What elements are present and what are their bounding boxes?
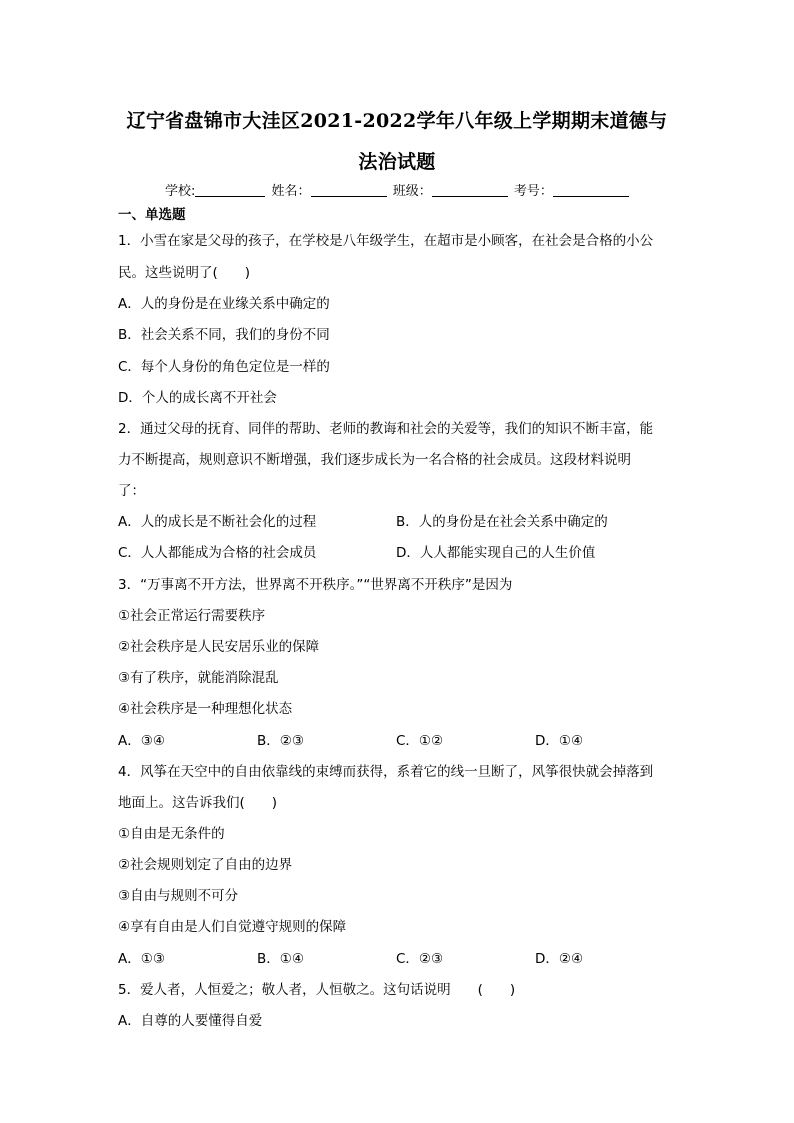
q4-statement-2: ②社会规则划定了自由的边界: [118, 857, 293, 873]
q2-stem-line2: 力不断提高，规则意识不断增强，我们逐步成长为一名合格的社会成员。这段材料说明: [118, 452, 631, 468]
q2-option-c: C．人人都能成为合格的社会成员: [118, 545, 317, 561]
q4-stem-line1: 4．风筝在天空中的自由依靠线的束缚而获得，系着它的线一旦断了，风筝很快就会掉落到: [118, 764, 654, 780]
exam-title-line2: 法治试题: [358, 151, 436, 173]
q4-statement-1: ①自由是无条件的: [118, 826, 225, 842]
student-info-line: [165, 180, 631, 199]
exam-title-line1: 辽宁省盘锦市大洼区2021-2022学年八年级上学期期末道德与: [126, 110, 668, 132]
q3-option-a: A．③④: [118, 733, 165, 749]
exam-number-blank: [553, 184, 629, 197]
q4-option-a: A．①③: [118, 951, 165, 967]
school-blank: [195, 184, 265, 197]
q5-option-a: A．自尊的人要懂得自爱: [118, 1013, 263, 1029]
q3-option-d: D．①④: [535, 733, 584, 749]
name-label: 姓名：: [271, 184, 311, 199]
q2-option-a: A．人的成长是不断社会化的过程: [118, 514, 317, 530]
q3-stem-line1: 3．“万事离不开方法，世界离不开秩序。”“世界离不开秩序”是因为: [118, 577, 513, 593]
q4-stem-line2: 地面上。这告诉我们( ): [118, 795, 278, 811]
q4-statement-4: ④享有自由是人们自觉遵守规则的保障: [118, 919, 347, 935]
q3-option-c: C．①②: [396, 733, 444, 749]
q1-stem-line2: 民。这些说明了( ): [118, 265, 251, 281]
school-label: 学校:: [165, 184, 196, 199]
q3-statement-1: ①社会正常运行需要秩序: [118, 608, 266, 624]
q5-stem-line1: 5．爱人者，人恒爱之；敬人者，人恒敬之。这句话说明 ( ): [118, 982, 516, 998]
q1-option-a: A．人的身份是在业缘关系中确定的: [118, 296, 330, 312]
q3-option-b: B．②③: [257, 733, 304, 749]
name-blank: [311, 184, 387, 197]
q3-statement-4: ④社会秩序是一种理想化状态: [118, 701, 293, 717]
q3-statement-3: ③有了秩序，就能消除混乱: [118, 670, 279, 686]
q1-option-d: D．个人的成长离不开社会: [118, 390, 277, 406]
class-blank: [432, 184, 508, 197]
q4-option-d: D．②④: [535, 951, 584, 967]
q4-option-c: C．②③: [396, 951, 444, 967]
section-heading: 一、单选题: [118, 207, 186, 223]
class-label: 班级：: [392, 184, 432, 199]
q1-option-b: B．社会关系不同，我们的身份不同: [118, 327, 330, 343]
q1-stem-line1: 1．小雪在家是父母的孩子，在学校是八年级学生，在超市是小顾客，在社会是合格的小公: [118, 233, 654, 249]
q2-option-d: D．人人都能实现自己的人生价值: [396, 545, 596, 561]
q2-stem-line1: 2．通过父母的抚育、同伴的帮助、老师的教诲和社会的关爱等，我们的知识不断丰富，能: [118, 421, 654, 437]
exam-number-label: 考号：: [513, 184, 553, 199]
q1-option-c: C．每个人身份的角色定位是一样的: [118, 359, 330, 375]
q4-option-b: B．①④: [257, 951, 304, 967]
q2-option-b: B．人的身份是在社会关系中确定的: [396, 514, 608, 530]
q4-statement-3: ③自由与规则不可分: [118, 888, 239, 904]
q2-stem-line3: 了：: [118, 483, 145, 499]
q3-statement-2: ②社会秩序是人民安居乐业的保障: [118, 639, 320, 655]
